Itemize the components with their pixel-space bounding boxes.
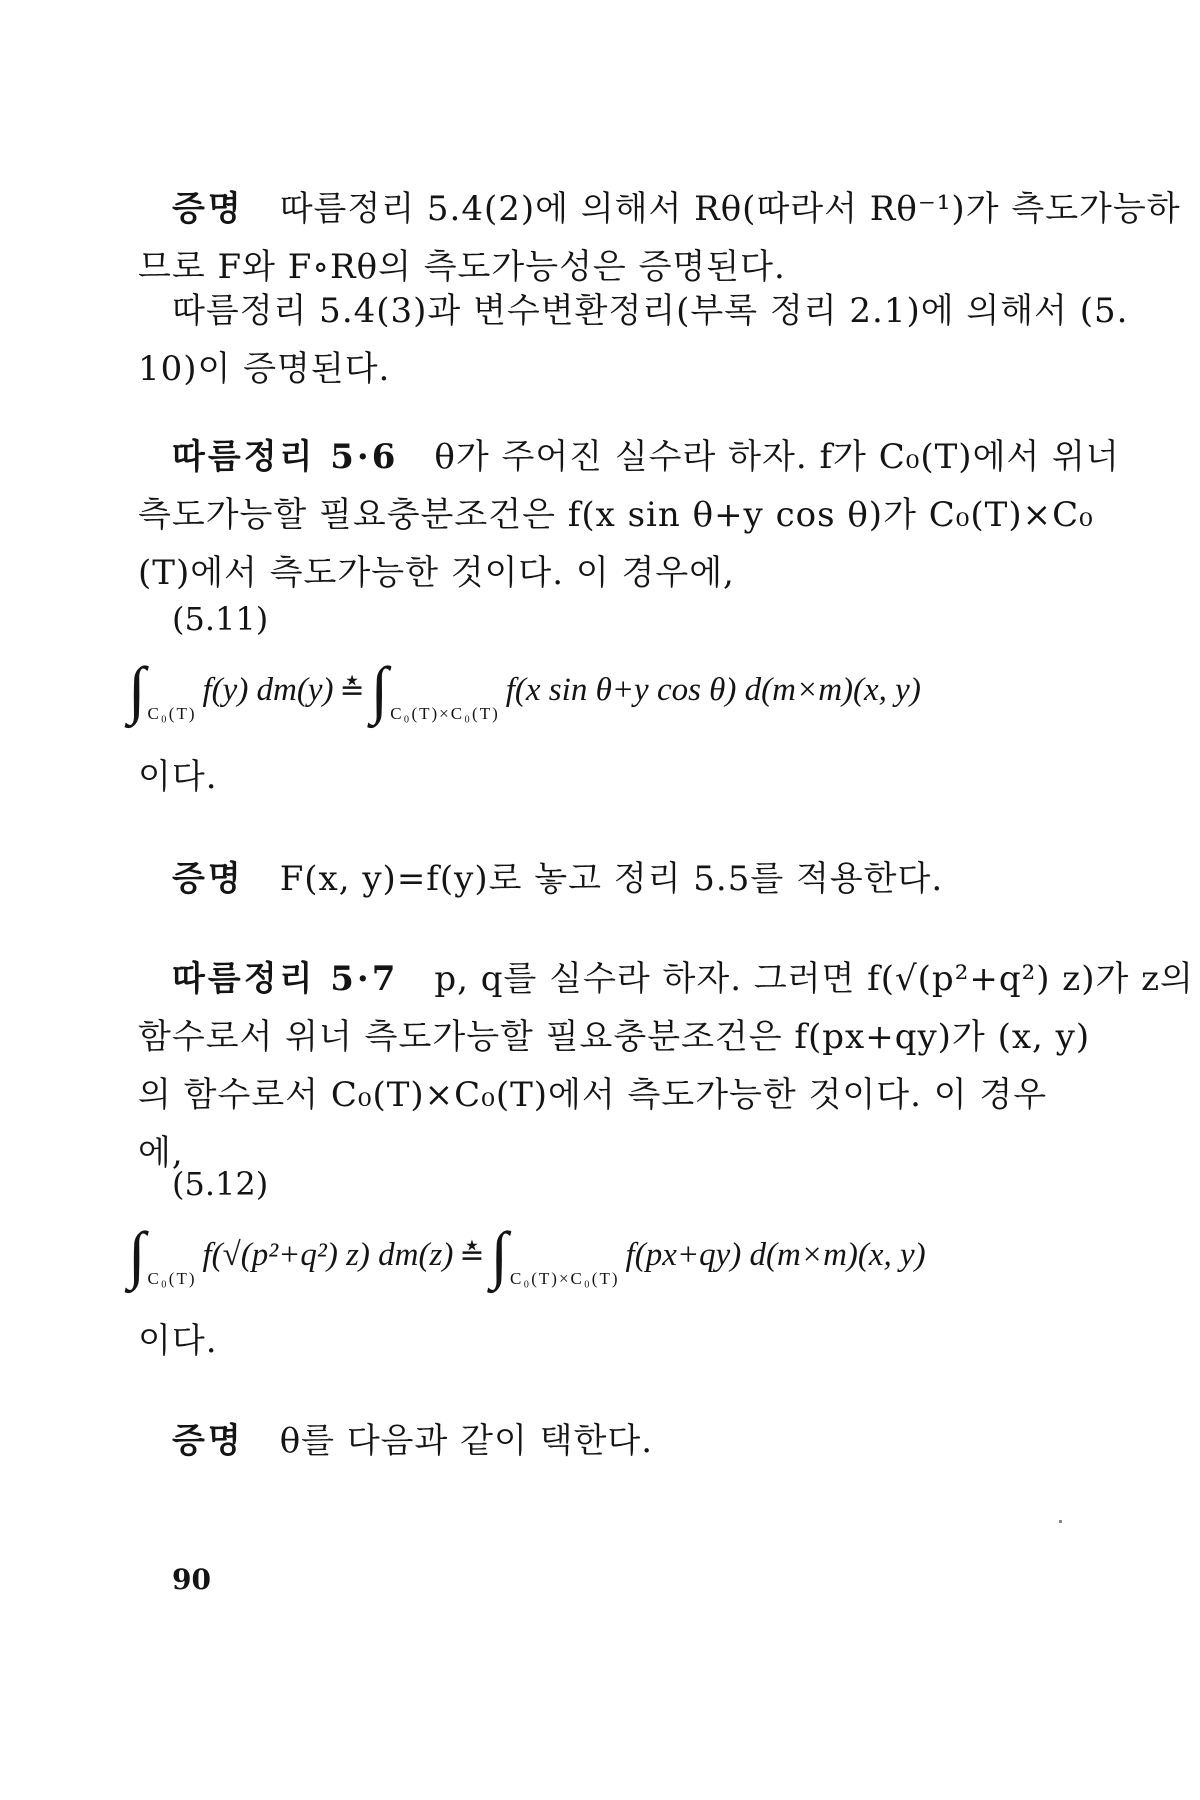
equation-lhs: f(y) dm(y) <box>202 671 334 708</box>
equation-number: (5.12) <box>172 1165 269 1203</box>
text-line: p, q를 실수라 하자. 그러면 f(√(p²+q²) z)가 z의 <box>434 959 1194 999</box>
integral-sign: ∫ <box>128 1219 146 1290</box>
text-after-equation <box>138 1312 1038 1370</box>
integral-sign: ∫ <box>370 654 389 725</box>
corollary-heading: 따름정리 5·6 <box>172 437 399 477</box>
integral-domain: C₀(T)×C₀(T) <box>509 1269 620 1288</box>
text-line: 이다. <box>138 757 218 797</box>
integral-sign: ∫ <box>128 654 146 725</box>
proof-heading: 증명 <box>172 1421 244 1461</box>
proof-paragraph-3 <box>138 1412 1038 1470</box>
corollary-5-6 <box>138 428 1120 602</box>
equation-rhs: f(px+qy) d(m×m)(x, y) <box>625 1236 926 1273</box>
corollary-5-7 <box>138 950 1194 1182</box>
proof-heading: 증명 <box>172 859 244 899</box>
text-line: (T)에서 측도가능한 것이다. 이 경우에, <box>138 553 735 593</box>
equation-operator: ≛ <box>339 673 365 707</box>
text-line: F(x, y)=f(y)로 놓고 정리 5.5를 적용한다. <box>279 859 944 899</box>
corollary-heading: 따름정리 5·7 <box>172 959 399 999</box>
equation-lhs: f(√(p²+q²) z) dm(z) <box>202 1236 454 1273</box>
equation-rhs: f(x sin θ+y cos θ) d(m×m)(x, y) <box>505 671 921 708</box>
integral-domain: C₀(T)×C₀(T) <box>390 704 500 723</box>
text-line: 이다. <box>138 1321 218 1361</box>
text-after-equation <box>138 748 1038 806</box>
text-line: θ를 다음과 같이 택한다. <box>279 1421 653 1461</box>
text-line: 함수로서 위너 측도가능할 필요충분조건은 f(px+qy)가 (x, y) <box>138 1017 1091 1057</box>
integral-sign: ∫ <box>490 1219 508 1290</box>
integral-domain: C₀(T) <box>147 704 197 723</box>
text-line: 측도가능할 필요충분조건은 f(x sin θ+y cos θ)가 C₀(T)×C₀ <box>138 495 1094 535</box>
proof-paragraph-2 <box>138 850 1038 908</box>
equation-number: (5.11) <box>172 600 269 638</box>
paragraph-2 <box>138 282 1129 398</box>
equation-5-11 <box>128 650 1048 730</box>
text-line: 에, <box>138 1133 184 1173</box>
integral-domain: C₀(T) <box>147 1269 197 1288</box>
proof-heading: 증명 <box>172 189 244 229</box>
text-line: 의 함수로서 C₀(T)×C₀(T)에서 측도가능한 것이다. 이 경우 <box>138 1075 1048 1115</box>
proof-paragraph-1 <box>138 180 1181 296</box>
text-line: θ가 주어진 실수라 하자. f가 C₀(T)에서 위너 <box>434 437 1120 477</box>
equation-5-12 <box>128 1215 1048 1295</box>
text-line: 따름정리 5.4(2)에 의해서 Rθ(따라서 Rθ⁻¹)가 측도가능하 <box>279 189 1181 229</box>
scan-speck <box>1059 1520 1062 1523</box>
text-line: 따름정리 5.4(3)과 변수변환정리(부록 정리 2.1)에 의해서 (5. <box>172 291 1129 331</box>
page-number: 90 <box>172 1563 211 1596</box>
text-line: 므로 F와 F∘Rθ의 측도가능성은 증명된다. <box>138 247 786 287</box>
equation-operator: ≛ <box>459 1238 485 1272</box>
text-line: 10)이 증명된다. <box>138 349 391 389</box>
